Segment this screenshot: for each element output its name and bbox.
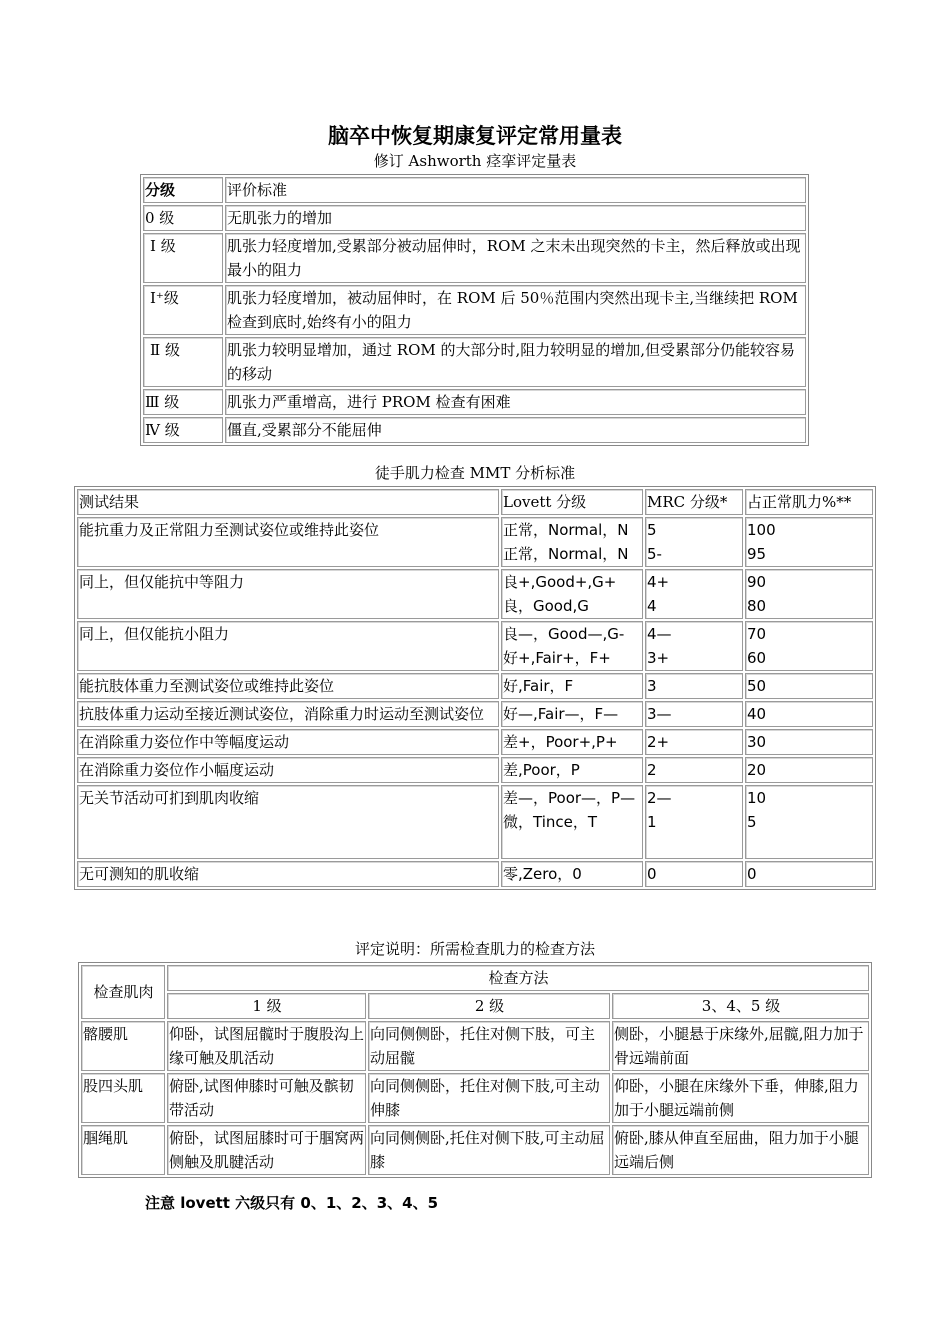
- percent-cell: 100 95: [745, 517, 873, 567]
- mmt-header-row: [77, 489, 873, 515]
- ashworth-row: [143, 285, 806, 335]
- result-cell: 能抗肢体重力至测试姿位或维持此姿位: [77, 673, 499, 699]
- ashworth-caption: 修订 Ashworth 痉挛评定量表: [373, 152, 577, 170]
- percent-cell: 70 60: [745, 621, 873, 671]
- percent-cell: 90 80: [745, 569, 873, 619]
- methods-row: [81, 1021, 869, 1071]
- lovett-header: Lovett 分级: [501, 489, 643, 515]
- mrc-cell: 4+ 4: [645, 569, 743, 619]
- muscle-cell: 髂腰肌: [81, 1021, 165, 1071]
- mrc-header: MRC 分级*: [645, 489, 743, 515]
- ashworth-row: [143, 233, 806, 283]
- mrc-cell: 4— 3+: [645, 621, 743, 671]
- mmt-row: [77, 701, 873, 727]
- muscle-cell: 腘绳肌: [81, 1125, 165, 1175]
- methods-caption: 评定说明：所需检查肌力的检查方法: [354, 940, 595, 958]
- grade-cell: Ⅱ 级: [143, 337, 223, 387]
- level1-cell: 俯卧,试图伸膝时可触及髌韧带活动: [167, 1073, 366, 1123]
- grade-cell: Ⅰ 级: [143, 233, 223, 283]
- methods-row: [81, 1125, 869, 1175]
- percent-cell: 40: [745, 701, 873, 727]
- mrc-cell: 3—: [645, 701, 743, 727]
- result-cell: 同上，但仅能抗小阻力: [77, 621, 499, 671]
- mmt-row: [77, 569, 873, 619]
- ashworth-row: [143, 417, 806, 443]
- ashworth-header-row: [143, 177, 806, 203]
- result-header: 测试结果: [77, 489, 499, 515]
- ashworth-row: [143, 337, 806, 387]
- percent-cell: 20: [745, 757, 873, 783]
- muscle-header: 检查肌肉: [81, 965, 165, 1019]
- percent-cell: 50: [745, 673, 873, 699]
- mmt-table: [74, 486, 876, 890]
- grade-cell: Ⅲ 级: [143, 389, 223, 415]
- level2-cell: 向同侧侧卧，托住对侧下肢，可主动屈髋: [368, 1021, 610, 1071]
- mrc-cell: 5 5-: [645, 517, 743, 567]
- mmt-row: [77, 785, 873, 859]
- criteria-cell: 肌张力严重增高，进行 PROM 检查有困难: [225, 389, 806, 415]
- lovett-cell: 好,Fair，F: [501, 673, 643, 699]
- mrc-cell: 0: [645, 861, 743, 887]
- lovett-cell: 良+,Good+,G+ 良，Good,G: [501, 569, 643, 619]
- percent-cell: 0: [745, 861, 873, 887]
- ashworth-table: [140, 174, 809, 446]
- result-cell: 同上，但仅能抗中等阻力: [77, 569, 499, 619]
- level1-cell: 仰卧，试图屈髋时于腹股沟上缘可触及肌活动: [167, 1021, 366, 1071]
- mrc-cell: 2— 1: [645, 785, 743, 859]
- mrc-cell: 2: [645, 757, 743, 783]
- level1-cell: 俯卧，试图屈膝时可于腘窝两侧触及肌腱活动: [167, 1125, 366, 1175]
- result-cell: 抗肢体重力运动至接近测试姿位，消除重力时运动至测试姿位: [77, 701, 499, 727]
- percent-header: 占正常肌力%**: [745, 489, 873, 515]
- criteria-cell: 肌张力轻度增加，被动屈伸时，在 ROM 后 50％范围内突然出现卡主,当继续把 ROM 检查到底时,始终有小的阻力: [225, 285, 806, 335]
- grade-cell: 0 级: [143, 205, 223, 231]
- result-cell: 在消除重力姿位作小幅度运动: [77, 757, 499, 783]
- level2-cell: 向同侧侧卧，托住对侧下肢,可主动伸膝: [368, 1073, 610, 1123]
- percent-cell: 30: [745, 729, 873, 755]
- mrc-cell: 2+: [645, 729, 743, 755]
- result-cell: 无关节活动可扪到肌肉收缩: [77, 785, 499, 859]
- mmt-row: [77, 729, 873, 755]
- mmt-row: [77, 861, 873, 887]
- mrc-cell: 3: [645, 673, 743, 699]
- ashworth-row: [143, 205, 806, 231]
- lovett-cell: 差+，Poor+,P+: [501, 729, 643, 755]
- level345-cell: 仰卧，小腿在床缘外下垂，伸膝,阻力加于小腿远端前侧: [612, 1073, 869, 1123]
- ashworth-row: [143, 389, 806, 415]
- method-header: 检查方法: [167, 965, 869, 991]
- grade-header: 分级: [143, 177, 223, 203]
- mmt-row: [77, 517, 873, 567]
- mmt-row: [77, 673, 873, 699]
- lovett-cell: 零,Zero，0: [501, 861, 643, 887]
- lovett-cell: 好—,Fair—，F—: [501, 701, 643, 727]
- level2-cell: 向同侧侧卧,托住对侧下肢,可主动屈膝: [368, 1125, 610, 1175]
- methods-header-row: [81, 965, 869, 991]
- lovett-cell: 正常，Normal，N 正常，Normal，N: [501, 517, 643, 567]
- result-cell: 能抗重力及正常阻力至测试姿位或维持此姿位: [77, 517, 499, 567]
- level345-cell: 侧卧，小腿悬于床缘外,屈髋,阻力加于骨远端前面: [612, 1021, 869, 1071]
- criteria-cell: 肌张力较明显增加，通过 ROM 的大部分时,阻力较明显的增加,但受累部分仍能较容易的移动: [225, 337, 806, 387]
- lovett-cell: 差,Poor，P: [501, 757, 643, 783]
- methods-table: [78, 962, 872, 1178]
- lovett-cell: 良—，Good—,G- 好+,Fair+，F+: [501, 621, 643, 671]
- muscle-cell: 股四头肌: [81, 1073, 165, 1123]
- result-cell: 无可测知的肌收缩: [77, 861, 499, 887]
- grade-cell: Ⅳ 级: [143, 417, 223, 443]
- mmt-row: [77, 757, 873, 783]
- mmt-caption: 徒手肌力检查 MMT 分析标准: [374, 464, 576, 482]
- level345-cell: 俯卧,膝从伸直至屈曲，阻力加于小腿远端后侧: [612, 1125, 869, 1175]
- criteria-cell: 肌张力轻度增加,受累部分被动屈伸时，ROM 之末未出现突然的卡主，然后释放或出现最小的阻力: [225, 233, 806, 283]
- result-cell: 在消除重力姿位作中等幅度运动: [77, 729, 499, 755]
- level345-header: 3、4、5 级: [612, 993, 869, 1019]
- mmt-row: [77, 621, 873, 671]
- lovett-cell: 差—，Poor—，P— 微，Tince，T: [501, 785, 643, 859]
- methods-row: [81, 1073, 869, 1123]
- page-title: 脑卒中恢复期康复评定常用量表: [328, 124, 622, 148]
- criteria-cell: 无肌张力的增加: [225, 205, 806, 231]
- methods-subheader-row: [81, 993, 869, 1019]
- level1-header: 1 级: [167, 993, 366, 1019]
- percent-cell: 10 5: [745, 785, 873, 859]
- criteria-header: 评价标准: [225, 177, 806, 203]
- footnote: 注意 lovett 六级只有 0、1、2、3、4、5: [145, 1194, 439, 1212]
- level2-header: 2 级: [368, 993, 610, 1019]
- criteria-cell: 僵直,受累部分不能屈伸: [225, 417, 806, 443]
- grade-cell: Ⅰ⁺级: [143, 285, 223, 335]
